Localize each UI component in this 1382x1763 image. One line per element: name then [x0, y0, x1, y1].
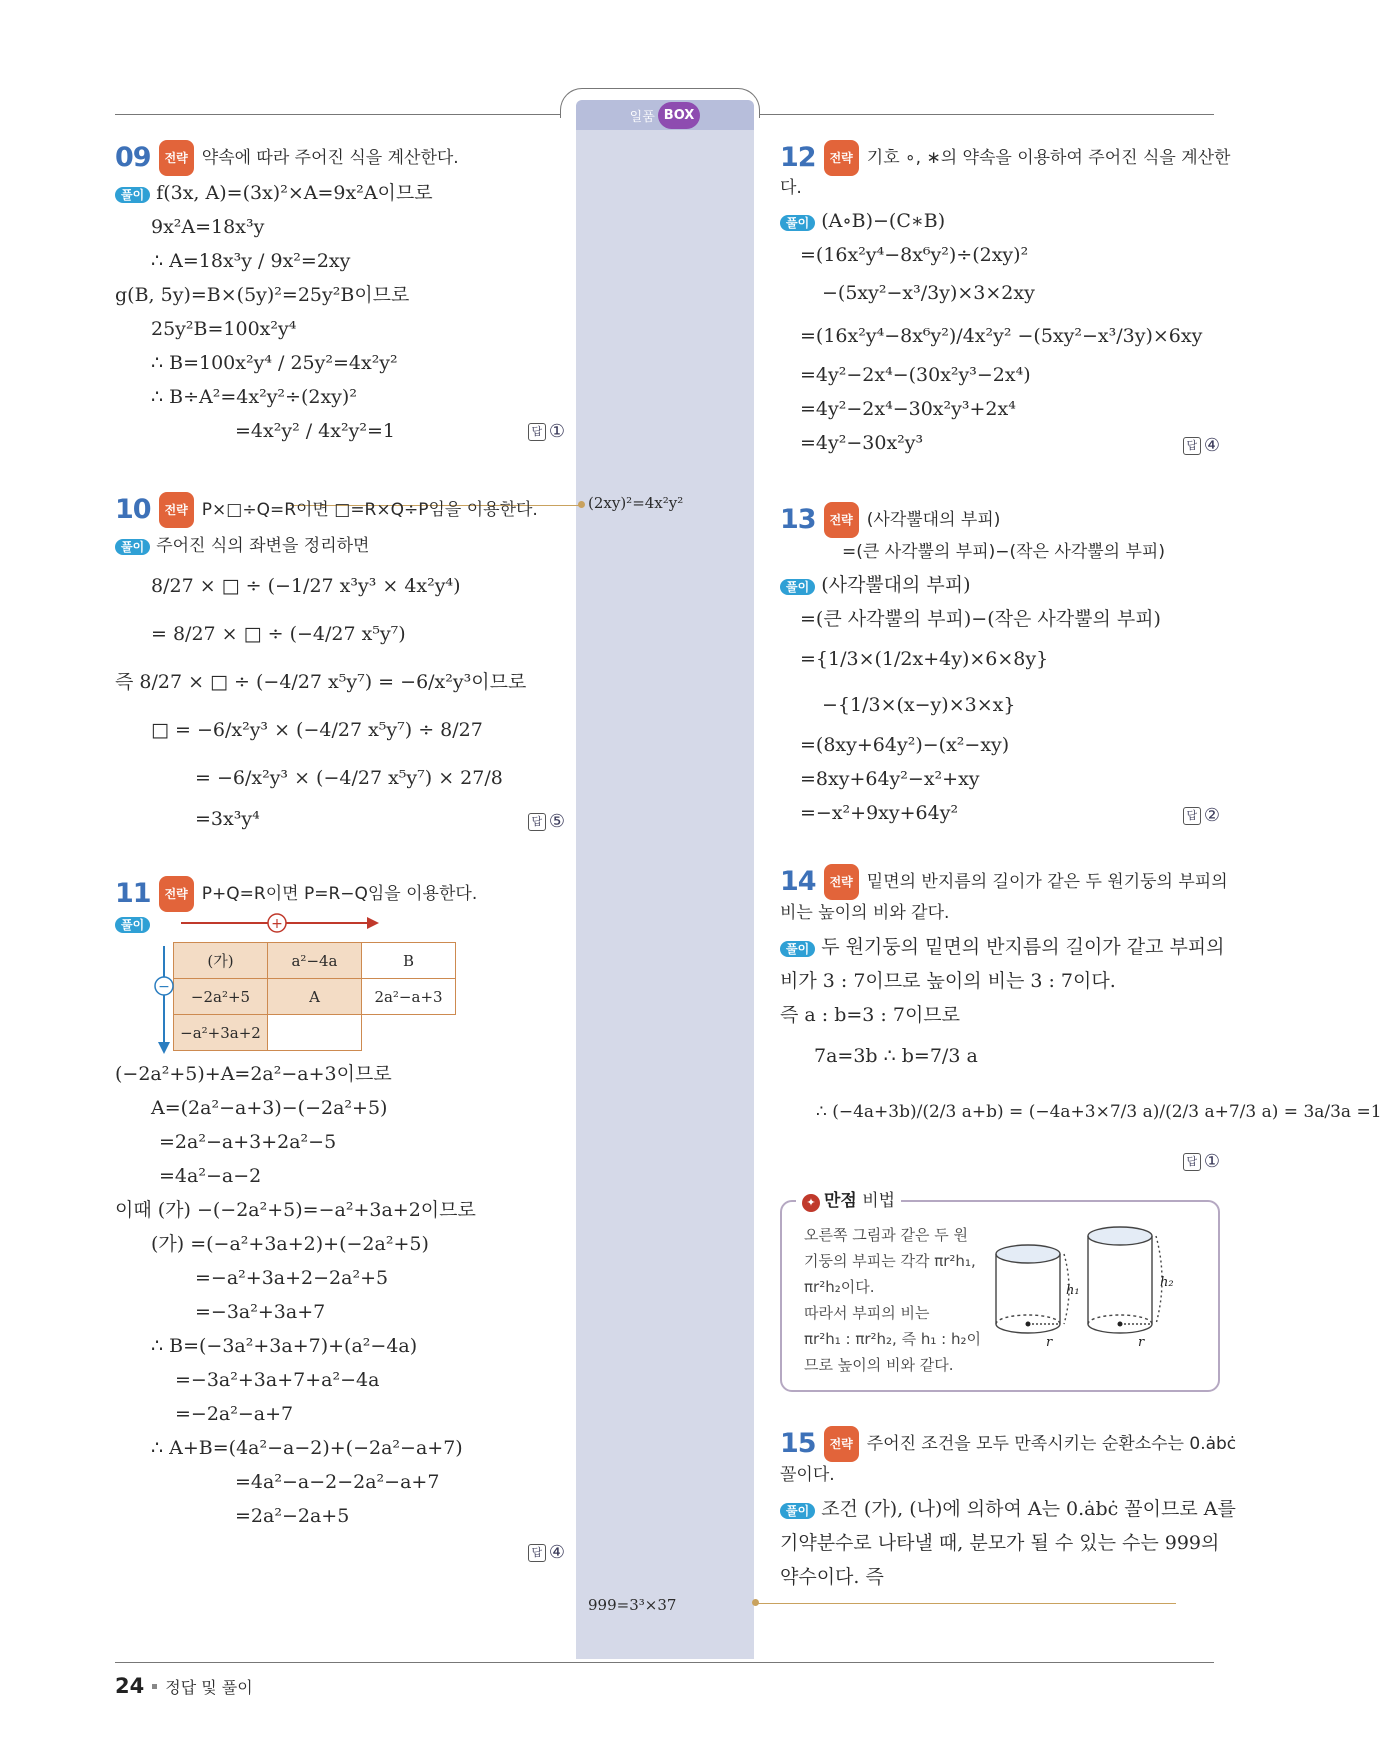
right-column — [780, 140, 1382, 1594]
solution-line: =4x²y² / 4x²y²=1 — [235, 420, 395, 442]
tip-text — [804, 1222, 1004, 1378]
solution-line: A=(2a²−a+3)−(−2a²+5) — [151, 1097, 388, 1119]
solution-line: (가) =(−a²+3a+2)+(−2a²+5) — [151, 1233, 429, 1255]
leader-dot-1 — [578, 501, 585, 508]
answer — [1183, 1151, 1220, 1172]
solution-line: = 8/27 × □ ÷ (−4/27 x⁵y⁷) — [151, 623, 406, 645]
solution-line: =−3a²+3a+7 — [195, 1301, 326, 1323]
r1-label: r — [1046, 1335, 1053, 1350]
leader-line-2 — [756, 1603, 1176, 1604]
strategy-text: 기호 ∘, ∗의 약속을 이용하여 주어진 식을 계산한 — [866, 148, 1231, 168]
problem-11 — [115, 876, 565, 1563]
box-label-pill: BOX — [658, 102, 701, 129]
tip-box — [780, 1191, 1220, 1392]
strategy-text: 약속에 따라 주어진 식을 계산한다. — [201, 148, 459, 168]
solution-line: =(16x²y⁴−8x⁶y²)/4x²y² −(5xy²−x³/3y)×6xy — [800, 325, 1203, 347]
solution-badge: 풀이 — [115, 187, 150, 203]
answer-value: ④ — [1203, 435, 1220, 456]
problem-number: 09 — [115, 142, 151, 173]
answer-icon: 답 — [1183, 807, 1201, 825]
problem-number: 10 — [115, 494, 151, 525]
solution-line: =2a²−2a+5 — [235, 1505, 350, 1527]
page-number: 24 — [115, 1674, 145, 1698]
strategy-badge: 전략 — [824, 502, 859, 538]
footer-title: 정답 및 풀이 — [165, 1677, 253, 1697]
table-cell: (가) — [174, 943, 268, 979]
strategy-badge: 전략 — [159, 140, 194, 176]
table-cell — [362, 1015, 456, 1051]
solution-line: 25y²B=100x²y⁴ — [151, 318, 297, 340]
solution-line: (사각뿔대의 부피) — [821, 574, 971, 596]
solution-line: 두 원기둥의 밑면의 반지름의 길이가 같고 부피의 — [821, 936, 1225, 958]
answer-value: ① — [1203, 1151, 1220, 1172]
solution-line: =3x³y⁴ — [195, 808, 260, 830]
table-cell: B — [362, 943, 456, 979]
problem-number: 15 — [780, 1428, 816, 1459]
strategy-badge: 전략 — [824, 1426, 859, 1462]
svg-text:−: − — [158, 979, 170, 995]
h2-label: h₂ — [1160, 1275, 1174, 1290]
solution-line: g(B, 5y)=B×(5y)²=25y²B이므로 — [115, 284, 410, 306]
sum-table — [173, 942, 456, 1051]
answer-value: ⑤ — [548, 811, 565, 832]
strategy-badge: 전략 — [824, 140, 859, 176]
solution-badge: 풀이 — [780, 215, 815, 231]
lightbulb-icon: ✦ — [802, 1194, 820, 1212]
tip-title-bold: 만점 — [824, 1191, 857, 1211]
tip-title — [796, 1186, 901, 1212]
solution-badge: 풀이 — [115, 917, 150, 933]
box-header — [576, 100, 754, 130]
answer — [1183, 805, 1220, 826]
strategy-text: P+Q=R이면 P=R−Q임을 이용한다. — [201, 884, 478, 904]
solution-line: 기약분수로 나타낼 때, 분모가 될 수 있는 수는 999의 — [780, 1532, 1220, 1554]
answer — [528, 421, 565, 442]
solution-line: 7a=3b ∴ b=7/3 a — [814, 1045, 978, 1067]
strategy-text: (사각뿔대의 부피) — [866, 510, 1001, 530]
problem-13 — [780, 502, 1220, 830]
solution-line: 비가 3 : 7이므로 높이의 비는 3 : 7이다. — [780, 970, 1116, 992]
solution-line: ∴ B=100x²y⁴ / 25y²=4x²y² — [151, 352, 398, 374]
footer-separator — [152, 1684, 157, 1689]
r2-label: r — [1138, 1335, 1145, 1350]
solution-line: 약수이다. 즉 — [780, 1566, 884, 1588]
problem-number: 14 — [780, 866, 816, 897]
solution-badge: 풀이 — [780, 1503, 815, 1519]
answer — [528, 811, 565, 832]
cylinders-figure — [990, 1224, 1190, 1354]
table-cell: −2a²+5 — [174, 979, 268, 1015]
solution-line: = −6/x²y³ × (−4/27 x⁵y⁷) × 27/8 — [195, 767, 503, 789]
solution-line: 9x²A=18x³y — [151, 216, 265, 238]
solution-line: =(16x²y⁴−8x⁶y²)÷(2xy)² — [800, 244, 1029, 266]
solution-line: □ = −6/x²y³ × (−4/27 x⁵y⁷) ÷ 8/27 — [151, 719, 483, 741]
problem-12 — [780, 140, 1231, 460]
solution-line: =4y²−30x²y³ — [800, 432, 924, 454]
leader-dot-2 — [752, 1599, 759, 1606]
answer-icon: 답 — [1183, 1153, 1201, 1171]
answer-icon: 답 — [1183, 437, 1201, 455]
solution-line: =(8xy+64y²)−(x²−xy) — [800, 734, 1010, 756]
answer-value: ① — [548, 421, 565, 442]
tip-line: 므로 높이의 비와 같다. — [804, 1356, 954, 1374]
solution-line: ={1/3×(1/2x+4y)×6×8y} — [800, 648, 1049, 670]
solution-line: f(3x, A)=(3x)²×A=9x²A이므로 — [156, 182, 433, 204]
solution-line: (A∘B)−(C∗B) — [821, 210, 946, 232]
problem-10 — [115, 492, 565, 836]
strategy-text-2: 다. — [780, 178, 802, 198]
table-cell: a²−4a — [268, 943, 362, 979]
plus-arrow-icon — [181, 912, 381, 934]
table-cell: −a²+3a+2 — [174, 1015, 268, 1051]
solution-line: =2a²−a+3+2a²−5 — [159, 1131, 337, 1153]
side-box-column — [576, 100, 754, 1659]
strategy-badge: 전략 — [824, 864, 859, 900]
solution-line: −{1/3×(x−y)×3×x} — [822, 694, 1016, 716]
strategy-text-2: =(큰 사각뿔의 부피)−(작은 사각뿔의 부피) — [842, 542, 1165, 562]
solution-line: =−a²+3a+2−2a²+5 — [195, 1267, 389, 1289]
solution-line: =8xy+64y²−x²+xy — [800, 768, 980, 790]
answer-icon: 답 — [528, 423, 546, 441]
solution-line: ∴ (−4a+3b)/(2/3 a+b) = (−4a+3×7/3 a)/(2/3 a+7/3 a) = 3a/3a =1 — [816, 1102, 1382, 1122]
page-footer — [115, 1674, 253, 1698]
tip-line: 기둥의 부피는 각각 πr²h₁, — [804, 1252, 976, 1270]
solution-badge: 풀이 — [115, 539, 150, 555]
box-label-left: 일품 — [629, 109, 655, 125]
answer-icon: 답 — [528, 813, 546, 831]
problem-number: 12 — [780, 142, 816, 173]
solution-line: ∴ B÷A²=4x²y²÷(2xy)² — [151, 386, 357, 408]
strategy-text: 밑면의 반지름의 길이가 같은 두 원기둥의 부피의 — [866, 872, 1228, 892]
h1-label: h₁ — [1066, 1283, 1080, 1298]
solution-line: 이때 (가) −(−2a²+5)=−a²+3a+2이므로 — [115, 1199, 476, 1221]
strategy-text-2: 꼴이다. — [780, 1465, 835, 1485]
minus-arrow-icon — [153, 946, 175, 1056]
problem-number: 11 — [115, 878, 151, 909]
problem-number: 13 — [780, 504, 816, 535]
solution-badge: 풀이 — [780, 941, 815, 957]
answer-value: ② — [1203, 805, 1220, 826]
strategy-text-2: 비는 높이의 비와 같다. — [780, 903, 950, 923]
svg-text:+: + — [271, 916, 283, 932]
solution-line: =4a²−a−2−2a²−a+7 — [235, 1471, 440, 1493]
answer — [1183, 435, 1220, 456]
solution-line: 즉 a : b=3 : 7이므로 — [780, 1004, 961, 1026]
problem-15 — [780, 1426, 1237, 1594]
problem-14 — [780, 864, 1382, 1174]
bottom-rule — [115, 1662, 1214, 1663]
solution-line: =−x²+9xy+64y² — [800, 802, 959, 824]
solution-line: ∴ B=(−3a²+3a+7)+(a²−4a) — [151, 1335, 418, 1357]
strategy-text: 주어진 조건을 모두 만족시키는 순환소수는 0.ȧbċ — [866, 1434, 1237, 1454]
solution-line: =−2a²−a+7 — [175, 1403, 294, 1425]
tip-line: 따라서 부피의 비는 — [804, 1304, 930, 1322]
box-note-1: (2xy)²=4x²y² — [588, 494, 684, 512]
solution-line: 주어진 식의 좌변을 정리하면 — [156, 536, 370, 556]
solution-line: (−2a²+5)+A=2a²−a+3이므로 — [115, 1063, 392, 1085]
solution-line: −(5xy²−x³/3y)×3×2xy — [822, 282, 1035, 304]
solution-line: =(큰 사각뿔의 부피)−(작은 사각뿔의 부피) — [800, 608, 1161, 630]
solution-line: =4y²−2x⁴−30x²y³+2x⁴ — [800, 398, 1016, 420]
solution-line: ∴ A+B=(4a²−a−2)+(−2a²−a+7) — [151, 1437, 463, 1459]
left-column — [115, 140, 565, 1563]
strategy-badge: 전략 — [159, 876, 194, 912]
problem-09 — [115, 140, 565, 448]
tip-title-rest: 비법 — [856, 1191, 896, 1211]
solution-line: =−3a²+3a+7+a²−4a — [175, 1369, 380, 1391]
table-cell — [268, 1015, 362, 1051]
box-note-2: 999=3³×37 — [588, 1596, 677, 1614]
tip-line: πr²h₁ : πr²h₂, 즉 h₁ : h₂이 — [804, 1330, 981, 1348]
tip-line: πr²h₂이다. — [804, 1278, 875, 1296]
answer — [528, 1542, 565, 1563]
solution-line: =4a²−a−2 — [159, 1165, 262, 1187]
answer-icon: 답 — [528, 1544, 546, 1562]
solution-line: =4y²−2x⁴−(30x²y³−2x⁴) — [800, 364, 1031, 386]
strategy-badge: 전략 — [159, 492, 194, 528]
strategy-text: P×□÷Q=R이면 □=R×Q÷P임을 이용한다. — [201, 500, 538, 520]
answer-value: ④ — [548, 1542, 565, 1563]
tip-line: 오른쪽 그림과 같은 두 원 — [804, 1226, 968, 1244]
solution-line: 8/27 × □ ÷ (−1/27 x³y³ × 4x²y⁴) — [151, 575, 461, 597]
table-cell: 2a²−a+3 — [362, 979, 456, 1015]
solution-badge: 풀이 — [780, 579, 815, 595]
solution-line: 즉 8/27 × □ ÷ (−4/27 x⁵y⁷) = −6/x²y³이므로 — [115, 671, 527, 693]
table-cell: A — [268, 979, 362, 1015]
solution-line: 조건 (가), (나)에 의하여 A는 0.ȧbċ 꼴이므로 A를 — [821, 1498, 1236, 1520]
solution-line: ∴ A=18x³y / 9x²=2xy — [151, 250, 351, 272]
